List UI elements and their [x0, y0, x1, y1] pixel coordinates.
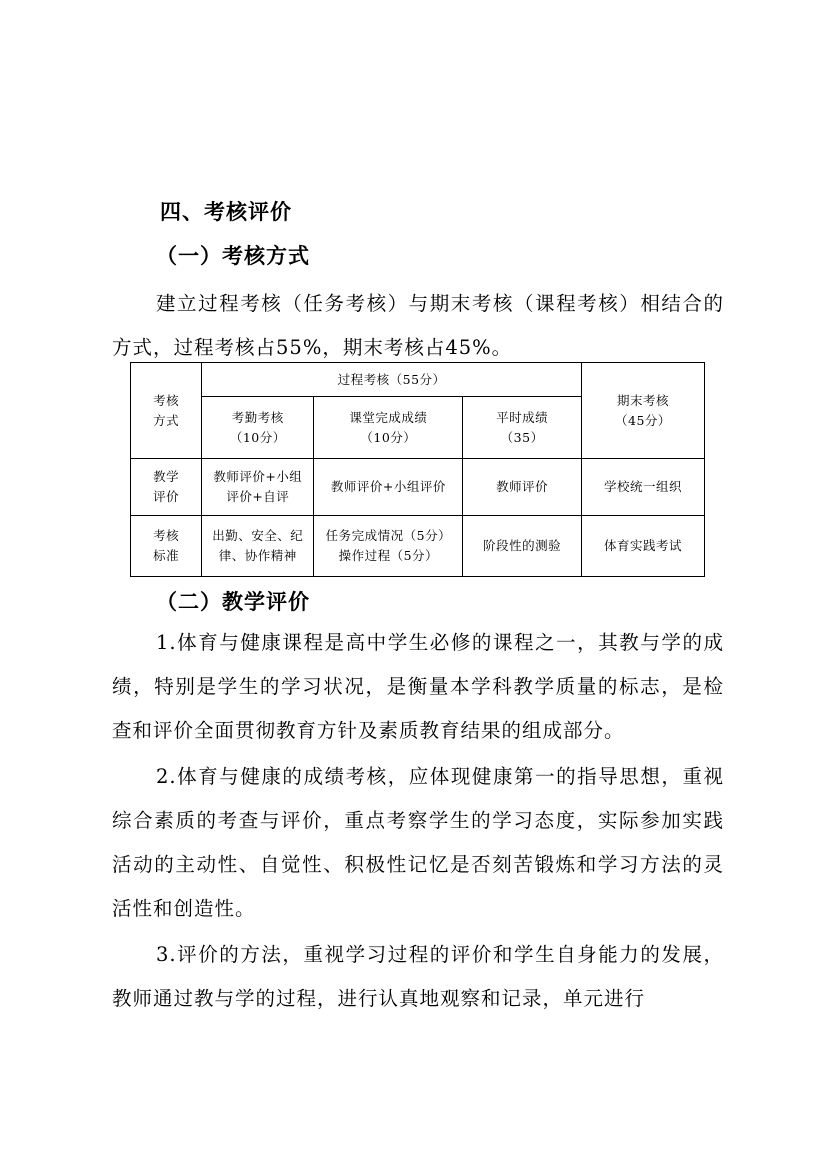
attendance-header-cell	[202, 397, 314, 459]
cell-line: 考勤考核	[231, 409, 284, 425]
cell-line: （45分）	[615, 412, 671, 428]
evaluation-paragraph-2: 2.体育与健康的成绩考核，应体现健康第一的指导思想，重视综合素质的考查与评价，重点考察学生的学习态度，实际参加实践活动的主动性、自觉性、积极性记忆是否刻苦锻炼和学习方法的灵活性和创造性。	[112, 765, 724, 920]
table-cell: 阶段性的测验	[463, 515, 582, 576]
table-row	[131, 363, 705, 397]
row-header-standard	[131, 515, 202, 576]
cell-line: （10分）	[229, 429, 286, 445]
cell-line: 方式	[153, 412, 180, 428]
table-cell	[202, 515, 314, 576]
cell-line: 操作过程（5分）	[338, 547, 439, 563]
evaluation-paragraph-1: 1.体育与健康课程是高中学生必修的课程之一，其教与学的成绩，特别是学生的学习状况，是衡量本学科教学质量的标志，是检查和评价全面贯彻教育方针及素质教育结果的组成部分。	[112, 631, 724, 742]
cell-line: 任务完成情况（5分）	[325, 527, 452, 543]
table-cell: 学校统一组织	[581, 459, 704, 515]
final-header-cell	[581, 363, 704, 459]
table-cell: 教师评价+小组评价	[314, 459, 463, 515]
classroom-header-cell	[314, 397, 463, 459]
cell-line: 期末考核	[616, 392, 669, 408]
evaluation-paragraph-3: 3.评价的方法，重视学习过程的评价和学生自身能力的发展，教师通过教与学的过程，进行认真地观察和记录，单元进行	[112, 943, 724, 1010]
cell-line: 考核	[153, 527, 180, 543]
cell-line: 评价	[153, 489, 180, 505]
cell-line: 平时成绩	[496, 409, 549, 425]
cell-line: （10分）	[360, 429, 417, 445]
cell-line: 考核	[153, 392, 180, 408]
table-row	[131, 515, 705, 576]
cell-line: （35）	[500, 429, 544, 445]
cell-line: 评价+自评	[226, 489, 290, 505]
section-heading: 四、考核评价	[160, 199, 292, 224]
cell-line: 教学	[153, 469, 180, 485]
table-cell	[202, 459, 314, 515]
cell-line: 标准	[153, 547, 180, 563]
cell-line: 出勤、安全、纪	[212, 527, 304, 543]
assessment-table	[130, 362, 705, 577]
intro-paragraph: 建立过程考核（任务考核）与期末考核（课程考核）相结合的方式，过程考核占55%，期末考核占45%。	[112, 292, 724, 359]
cell-line: 律、协作精神	[218, 547, 297, 563]
subsection-heading-teaching-evaluation: （二）教学评价	[156, 589, 310, 614]
method-header-cell	[131, 363, 202, 459]
table-cell	[314, 515, 463, 576]
table-cell: 教师评价	[463, 459, 582, 515]
cell-line: 课堂完成成绩	[349, 409, 428, 425]
table-cell: 体育实践考试	[581, 515, 704, 576]
subsection-heading-assessment-method: （一）考核方式	[156, 243, 310, 268]
process-header-cell: 过程考核（55分）	[202, 363, 582, 397]
regular-header-cell	[463, 397, 582, 459]
table-row	[131, 459, 705, 515]
cell-line: 教师评价+小组	[213, 469, 303, 485]
row-header-evaluation	[131, 459, 202, 515]
